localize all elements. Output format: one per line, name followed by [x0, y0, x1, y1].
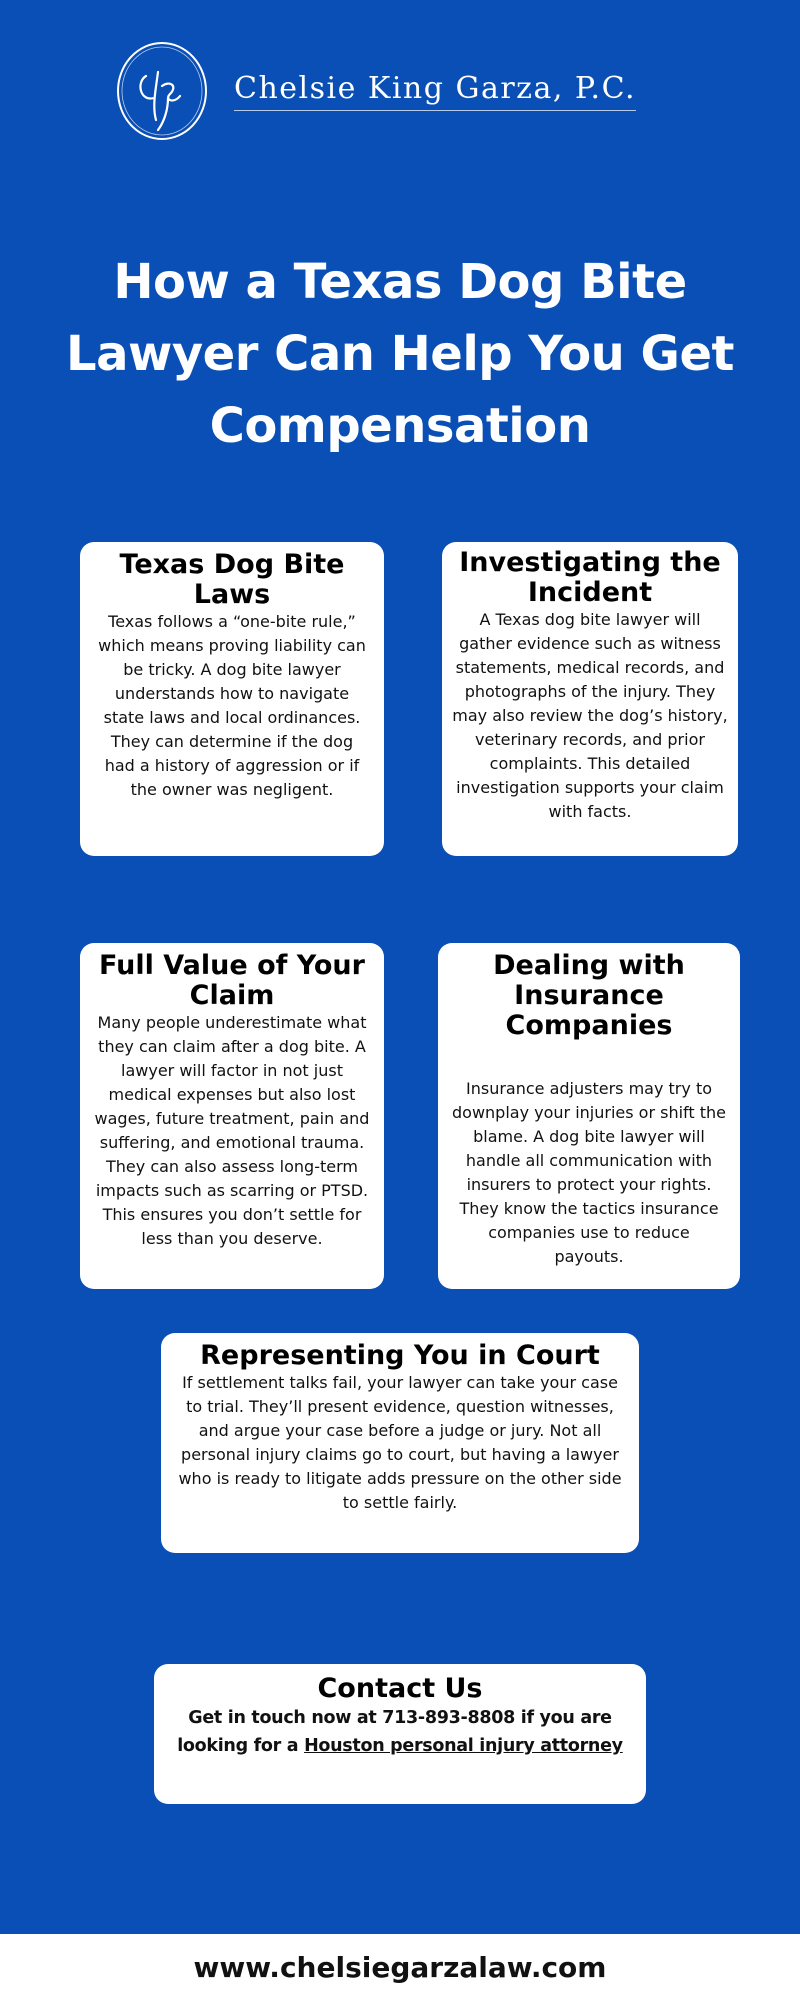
card-title: Texas Dog Bite Laws	[119, 549, 345, 610]
contact-title: Contact Us	[317, 1673, 483, 1704]
card-title: Full Value of Your Claim	[99, 950, 365, 1011]
page-headline: How a Texas Dog Bite Lawyer Can Help You Get Compensation	[66, 254, 734, 454]
firm-name: Chelsie King Garza, P.C.	[234, 71, 636, 111]
card-body: Many people underestimate what they can claim after a dog bite. A lawyer will factor in not just medical expenses but also lost wages, future treatment, pain and suffering, and emotional trauma. They can also assess long-term impacts such as scarring or PTSD. This ensures you don’t settle for less than you deserve.	[94, 1013, 370, 1248]
card-insurance-companies	[438, 943, 740, 1289]
card-body: Texas follows a “one-bite rule,” which means proving liability can be tricky. A dog bite lawyer understands how to navigate state laws and local ordinances. They can determine if the dog had a history of aggression or if the owner was negligent.	[98, 612, 366, 799]
card-title: Representing You in Court	[200, 1340, 600, 1371]
footer-website[interactable]: www.chelsiegarzalaw.com	[0, 1934, 800, 2000]
houston-attorney-link[interactable]: Houston personal injury attorney	[304, 1736, 623, 1756]
contact-text	[176, 1704, 624, 1760]
card-body: Insurance adjusters may try to downplay your injuries or shift the blame. A dog bite lawyer will handle all communication with insurers to protect your rights. They know the tactics insurance companies use to reduce payouts.	[452, 1079, 726, 1266]
card-investigating-incident	[442, 542, 738, 856]
contact-card	[154, 1664, 646, 1804]
card-title: Dealing with Insurance Companies	[493, 950, 685, 1041]
monogram-logo-icon	[112, 36, 212, 146]
card-body: A Texas dog bite lawyer will gather evidence such as witness statements, medical records, and photographs of the injury. They may also review the dog’s history, veterinary records, and prior complaints. This detailed investigation supports your claim with facts.	[452, 610, 728, 821]
card-full-value-claim	[80, 943, 384, 1289]
card-title: Investigating the Incident	[459, 547, 721, 608]
firm-logo	[112, 36, 692, 146]
card-body: If settlement talks fail, your lawyer can take your case to trial. They’ll present evidence, question witnesses, and argue your case before a judge or jury. Not all personal injury claims go to court, but having a lawyer who is ready to litigate adds pressure on the other side to settle fairly.	[178, 1373, 622, 1512]
contact-phone-text: Get in touch now at 713-893-8808 if you are looking for a	[177, 1708, 612, 1756]
card-representing-in-court	[161, 1333, 639, 1553]
card-texas-dog-bite-laws	[80, 542, 384, 856]
